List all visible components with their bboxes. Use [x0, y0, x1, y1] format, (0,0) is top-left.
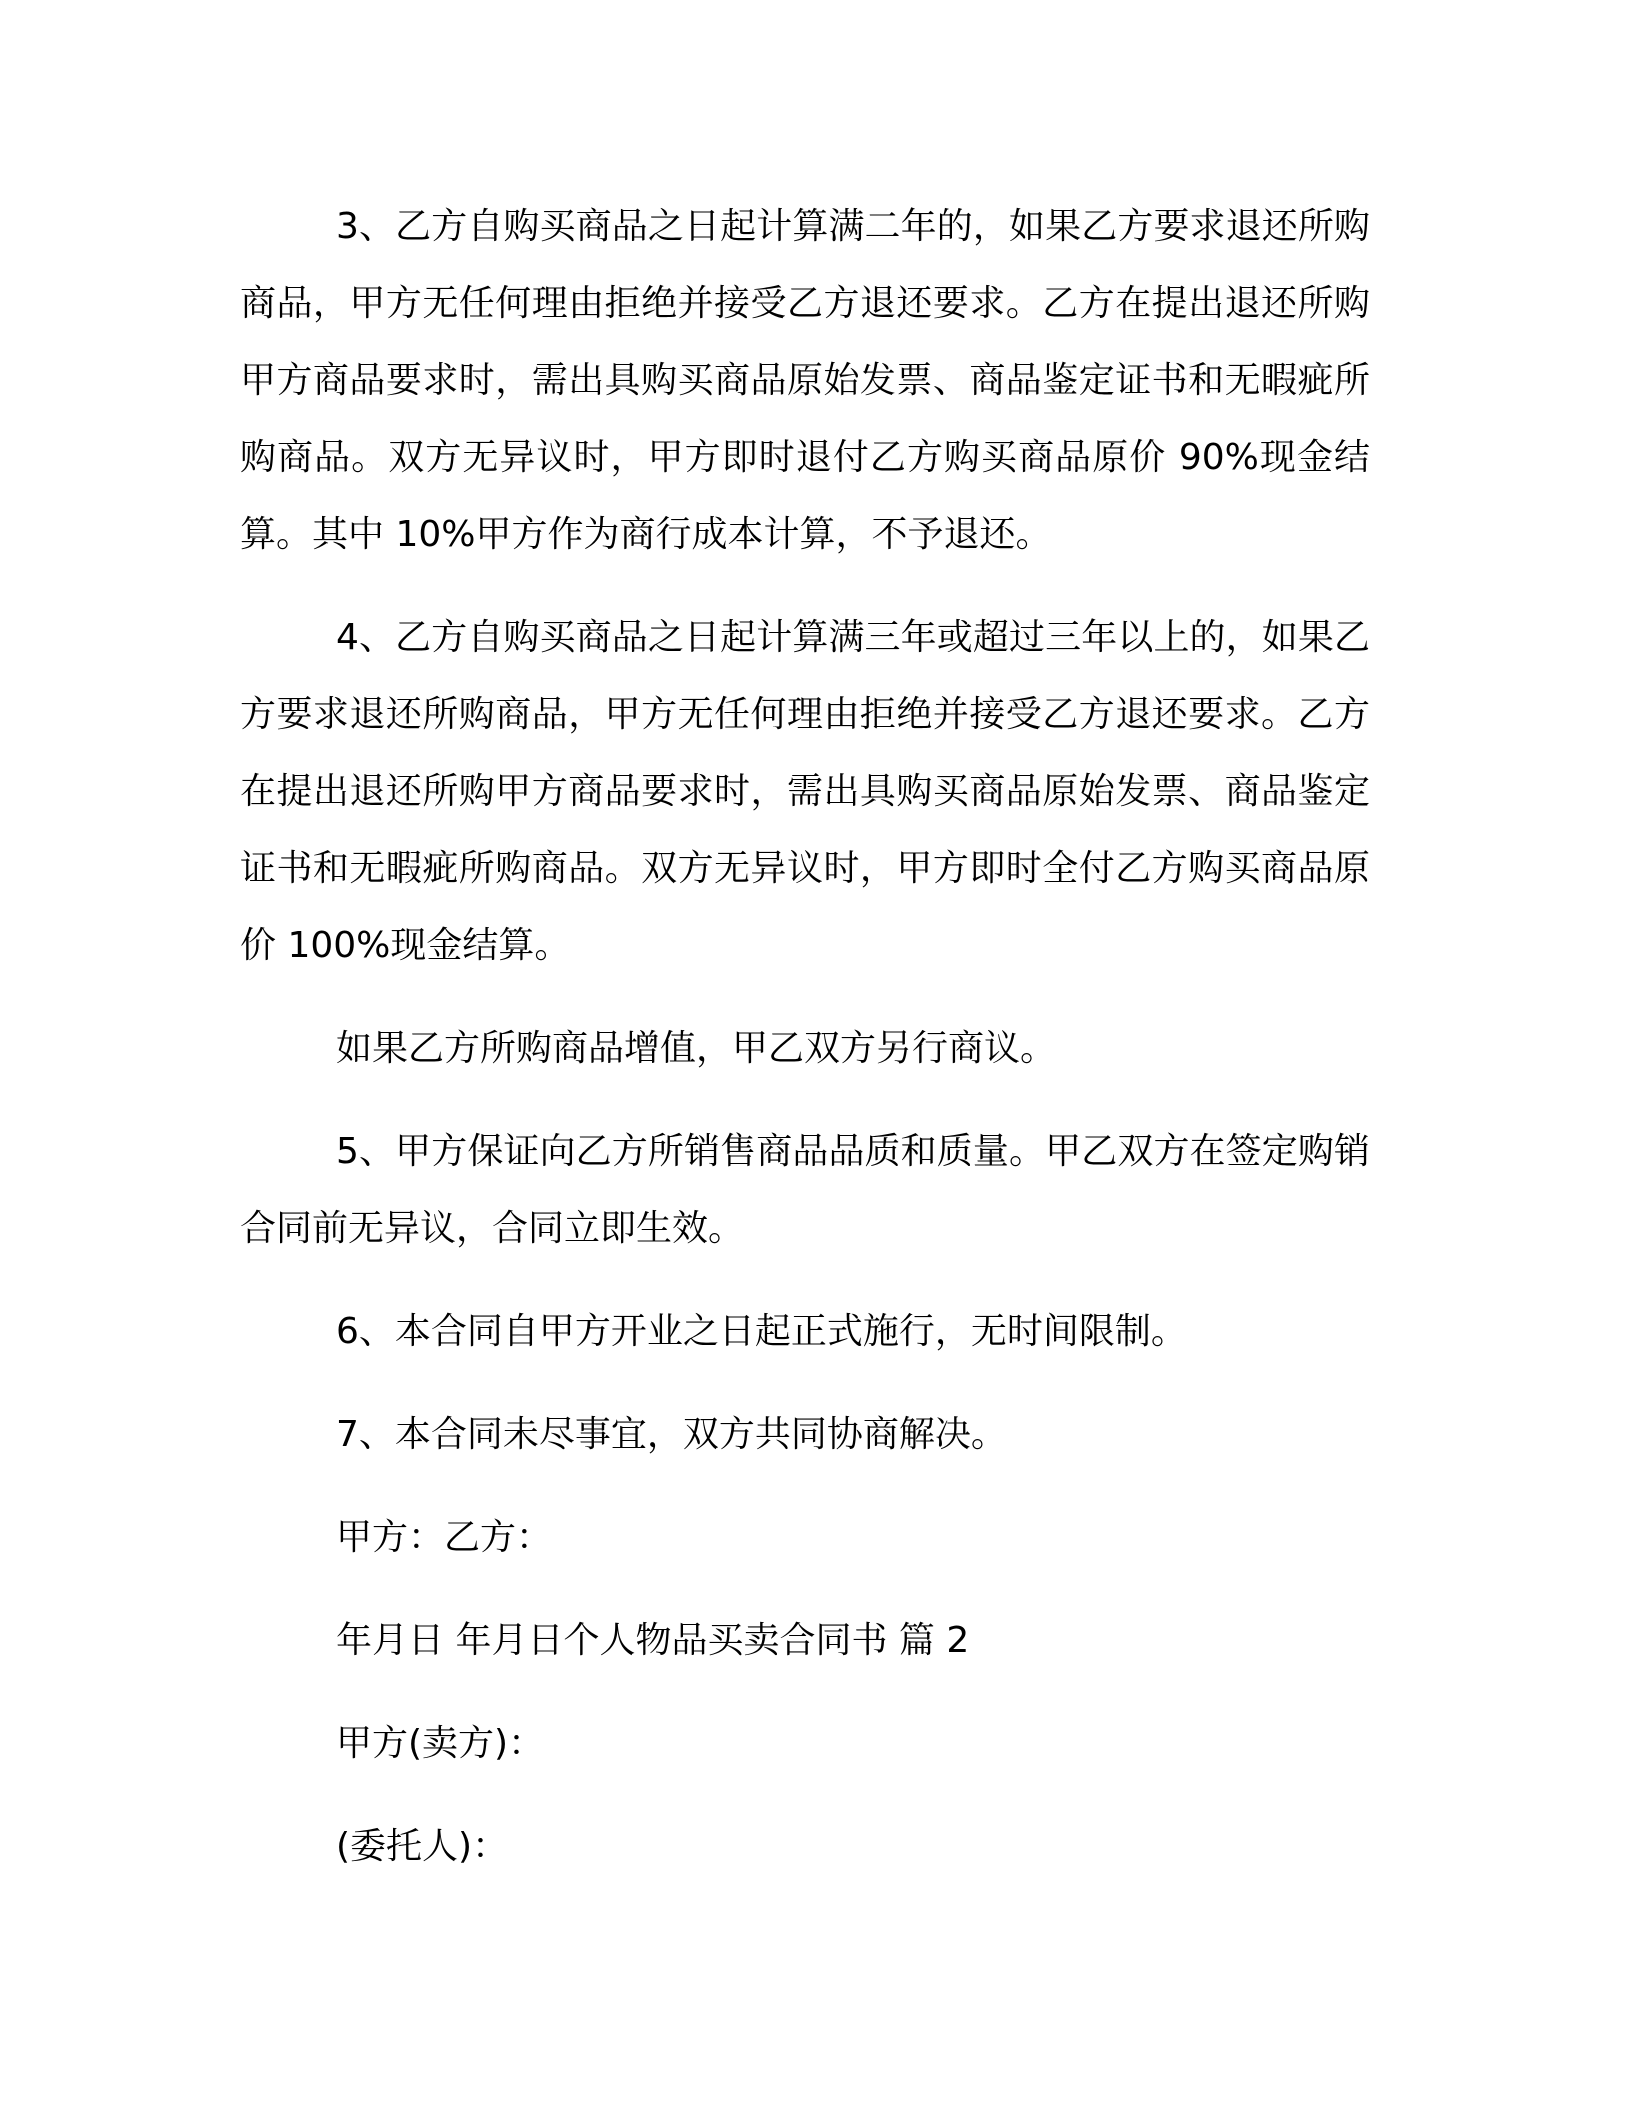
seller-party-line: 甲方(卖方)： — [336, 1723, 545, 1764]
clause-3-paragraph: 3、乙方自购买商品之日起计算满二年的，如果乙方要求退还所购商品，甲方无任何理由拒绝并接受乙方退还要求。乙方在提出退还所购甲方商品要求时，需出具购买商品原始发票、商品鉴定证书和无暇疵所购商品。双方无异议时，甲方即时退付乙方购买商品原价 90%现金结算。其中 10%甲方作为商行成本计算，不予退还。 — [240, 206, 1370, 555]
appreciation-note-paragraph: 如果乙方所购商品增值，甲乙双方另行商议。 — [336, 1028, 1057, 1069]
date-and-section-title-line: 年月日 年月日个人物品买卖合同书 篇 2 — [336, 1620, 970, 1661]
clause-4-paragraph: 4、乙方自购买商品之日起计算满三年或超过三年以上的，如果乙方要求退还所购商品，甲方无任何理由拒绝并接受乙方退还要求。乙方在提出退还所购甲方商品要求时，需出具购买商品原始发票、商品鉴定证书和无暇疵所购商品。双方无异议时，甲方即时全付乙方购买商品原价 100%现金结算。 — [240, 617, 1370, 966]
signature-parties-line: 甲方：乙方： — [336, 1517, 553, 1558]
agent-line: (委托人)： — [336, 1826, 509, 1867]
clause-7-paragraph: 7、本合同未尽事宜，双方共同协商解决。 — [336, 1414, 1007, 1455]
clause-6-paragraph: 6、本合同自甲方开业之日起正式施行，无时间限制。 — [336, 1311, 1187, 1352]
clause-5-paragraph: 5、甲方保证向乙方所销售商品品质和质量。甲乙双方在签定购销合同前无异议，合同立即生效。 — [240, 1131, 1370, 1249]
document-body — [240, 188, 1370, 1885]
